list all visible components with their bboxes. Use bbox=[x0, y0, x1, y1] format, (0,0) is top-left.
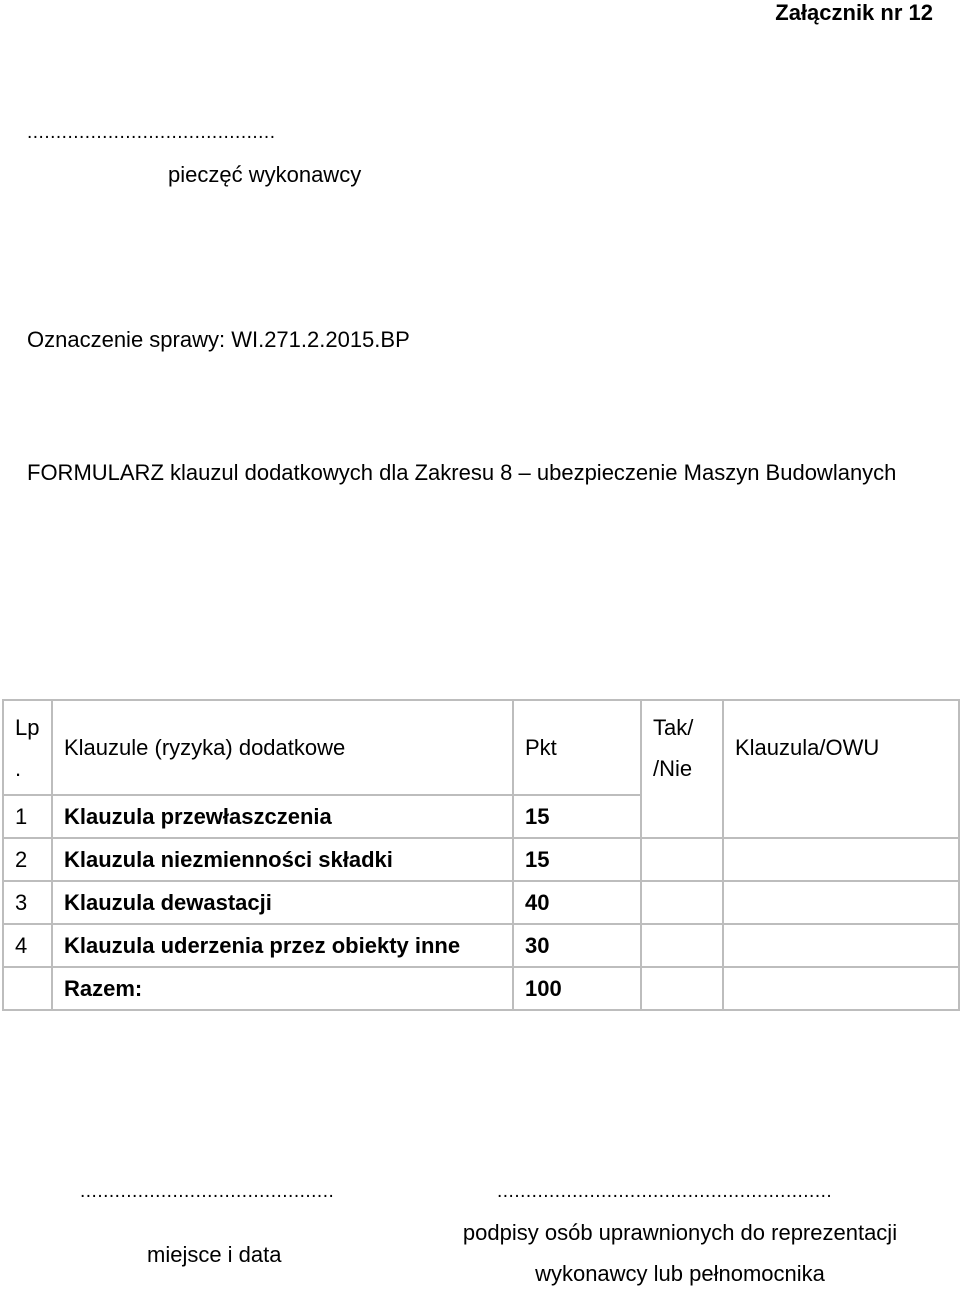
table-row bbox=[3, 881, 959, 924]
row-clause: Klauzula niezmienności składki bbox=[52, 838, 513, 881]
attachment-number: Załącznik nr 12 bbox=[775, 0, 933, 25]
place-date-dotted-line: ............................................ bbox=[80, 1181, 335, 1202]
signature-dotted-line: .......................................................... bbox=[497, 1181, 833, 1202]
case-reference: Oznaczenie sprawy: WI.271.2.2015.BP bbox=[27, 327, 410, 352]
total-points: 100 bbox=[513, 967, 641, 1010]
yes-no-cell[interactable] bbox=[641, 881, 723, 924]
table-row bbox=[3, 924, 959, 967]
owu-cell[interactable] bbox=[723, 838, 959, 881]
total-label: Razem: bbox=[52, 967, 513, 1010]
table-row bbox=[3, 795, 959, 838]
header-owu: Klauzula/OWU bbox=[723, 700, 959, 795]
stamp-label: pieczęć wykonawcy bbox=[168, 162, 362, 187]
row-clause: Klauzula przewłaszczenia bbox=[52, 795, 513, 838]
signature-label: podpisy osób uprawnionych do reprezentacji wykonawcy lub pełnomocnika bbox=[462, 1220, 898, 1286]
row-clause: Klauzula dewastacji bbox=[52, 881, 513, 924]
total-yes-no-cell[interactable] bbox=[641, 967, 723, 1010]
row-lp: 1 bbox=[3, 795, 52, 838]
yes-no-cell[interactable] bbox=[641, 924, 723, 967]
total-owu-cell[interactable] bbox=[723, 967, 959, 1010]
owu-cell[interactable] bbox=[723, 881, 959, 924]
table-total-row bbox=[3, 967, 959, 1010]
header-clause: Klauzule (ryzyka) dodatkowe bbox=[52, 700, 513, 795]
clauses-table bbox=[2, 699, 960, 1011]
row-lp: 3 bbox=[3, 881, 52, 924]
yes-no-cell[interactable] bbox=[641, 795, 723, 838]
table-row bbox=[3, 838, 959, 881]
row-lp: 4 bbox=[3, 924, 52, 967]
header-points: Pkt bbox=[513, 700, 641, 795]
row-points: 15 bbox=[513, 795, 641, 838]
form-title: FORMULARZ klauzul dodatkowych dla Zakresu 8 – ubezpieczenie Maszyn Budowlanych bbox=[27, 460, 897, 485]
place-date-label: miejsce i data bbox=[147, 1242, 282, 1267]
row-points: 15 bbox=[513, 838, 641, 881]
table-header-row bbox=[3, 700, 959, 795]
row-clause: Klauzula uderzenia przez obiekty inne bbox=[52, 924, 513, 967]
row-points: 30 bbox=[513, 924, 641, 967]
owu-cell[interactable] bbox=[723, 795, 959, 838]
header-lp: Lp . bbox=[3, 700, 52, 795]
total-lp bbox=[3, 967, 52, 1010]
header-yes-no: Tak/ /Nie bbox=[641, 700, 723, 795]
yes-no-cell[interactable] bbox=[641, 838, 723, 881]
row-lp: 2 bbox=[3, 838, 52, 881]
row-points: 40 bbox=[513, 881, 641, 924]
owu-cell[interactable] bbox=[723, 924, 959, 967]
stamp-dotted-line: ........................................... bbox=[27, 122, 276, 143]
